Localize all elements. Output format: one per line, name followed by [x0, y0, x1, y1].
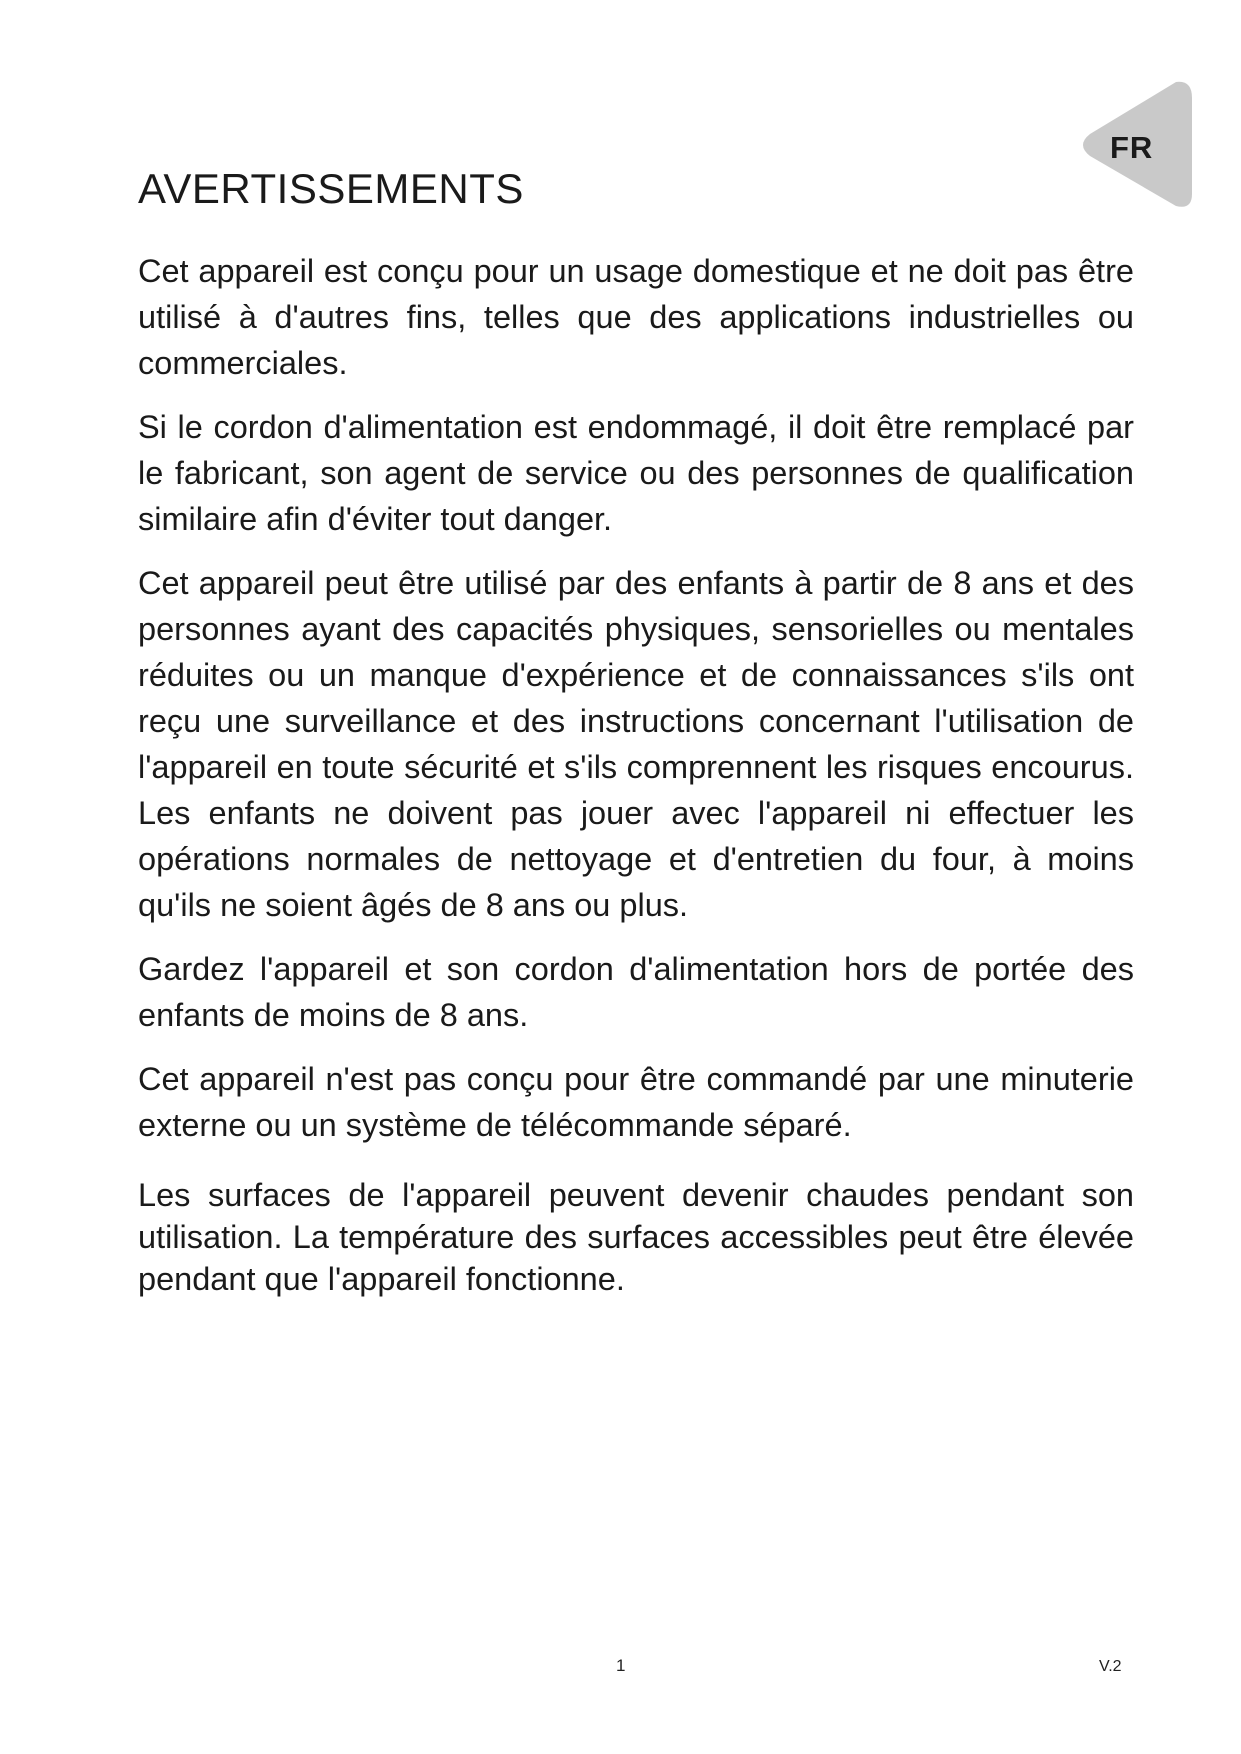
page-number: 1	[616, 1656, 626, 1675]
warning-paragraph-domestic-use: Cet appareil est conçu pour un usage domestique et ne doit pas être utilisé à d'autres fins, telles que des applications industrielles ou commerciales.	[138, 253, 1134, 381]
document-version: V.2	[1099, 1658, 1122, 1675]
warning-paragraph-children-use: Cet appareil peut être utilisé par des enfants à partir de 8 ans et des personnes ayant des capacités physiques, sensorielles ou mentales réduites ou un manque d'expérience et de connaissances s'ils ont reçu une surveillance et des instructions concernant l'utilisation de l'appareil en toute sécurité et s'ils comprennent les risques encourus. Les enfants ne doivent pas jouer avec l'appareil ni effectuer les opérations normales de nettoyage et d'entretien du four, à moins qu'ils ne soient âgés de 8 ans ou plus.	[138, 565, 1134, 923]
warnings-body	[138, 248, 1134, 1318]
page-title: AVERTISSEMENTS	[138, 165, 524, 212]
warning-paragraph-hot-surfaces: Les surfaces de l'appareil peuvent devenir chaudes pendant son utilisation. La température des surfaces accessibles peut être élevée pendant que l'appareil fonctionne.	[138, 1177, 1134, 1297]
warning-paragraph-timer: Cet appareil n'est pas conçu pour être commandé par une minuterie externe ou un système de télécommande séparé.	[138, 1061, 1134, 1143]
warning-paragraph-keep-away: Gardez l'appareil et son cordon d'alimentation hors de portée des enfants de moins de 8 ans.	[138, 951, 1134, 1033]
language-label: FR	[1110, 130, 1154, 165]
warning-paragraph-power-cord: Si le cordon d'alimentation est endommagé, il doit être remplacé par le fabricant, son agent de service ou des personnes de qualification similaire afin d'éviter tout danger.	[138, 409, 1134, 537]
